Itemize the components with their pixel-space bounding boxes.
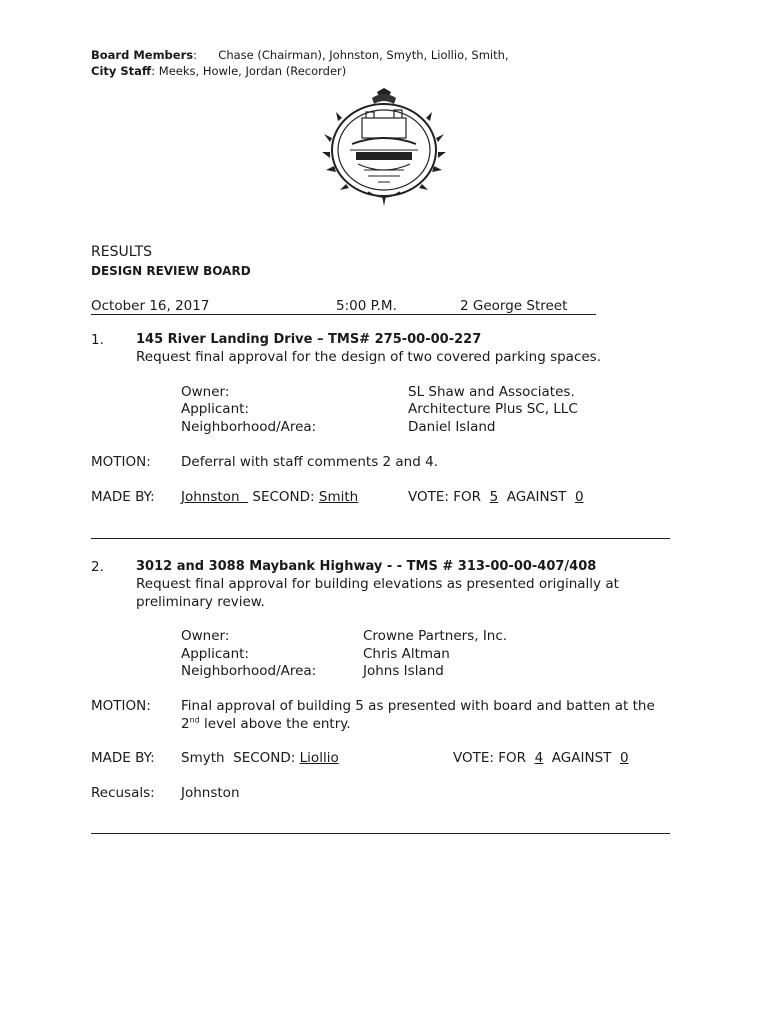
item-1-motion: Deferral with staff comments 2 and 4. [181,454,438,470]
item-1-madeby-label: MADE BY: [91,489,155,505]
item-1-second-label: SECOND: [252,489,315,505]
board-members-label: Board Members [91,48,194,62]
item-2-motion-ordinal: 2 [181,716,190,732]
item-1-applicant: Architecture Plus SC, LLC [408,401,578,417]
item-1-vote-for: 5 [489,489,499,505]
meeting-time: 5:00 P.M. [336,298,397,314]
city-staff-colon: : [151,64,156,78]
item-1-number: 1. [91,332,104,348]
item-2-number: 2. [91,559,104,575]
meeting-date: October 16, 2017 [91,298,210,314]
item-2-made-by-name: Smyth [181,750,225,766]
item-1-second-name: Smith [318,489,359,505]
item-2-request-line1: Request final approval for building elevations as presented originally at [136,576,619,592]
item-2-vote-label: VOTE: FOR [453,750,527,766]
item-2-area: Johns Island [363,663,444,679]
board-title: DESIGN REVIEW BOARD [91,264,251,278]
item-2-recusals: Johnston [181,785,240,801]
meeting-underline [91,314,596,315]
meeting-location: 2 George Street [460,298,568,314]
item-1-against-label: AGAINST [506,489,567,505]
item-1-motion-label: MOTION: [91,454,151,470]
item-2-vote-for: 4 [534,750,544,766]
item-2-separator [91,833,670,834]
item-1-separator [91,538,670,539]
item-2-vote-against: 0 [619,750,629,766]
results-title: RESULTS [91,244,153,260]
board-members-line [91,48,509,63]
item-2-motion-label: MOTION: [91,698,151,714]
item-2-motion-line2-text: level above the entry. [199,716,351,732]
item-1-owner: SL Shaw and Associates. [408,384,575,400]
item-2-motion-line1: Final approval of building 5 as presented with board and batten at the [181,698,655,714]
item-1-heading: 145 River Landing Drive – TMS# 275-00-00-227 [136,332,482,347]
item-1-area: Daniel Island [408,419,496,435]
item-2-request-line2: preliminary review. [136,594,265,610]
item-2-second-name: Liollio [299,750,339,766]
item-2-vote [453,749,629,767]
item-2-owner-label: Owner: [181,628,230,644]
item-2-motion-line2 [181,715,351,733]
item-2-motion-ordinal-suffix: nd [189,715,200,725]
item-2-heading: 3012 and 3088 Maybank Highway - - TMS # 313-00-00-407/408 [136,559,597,574]
item-2-madeby-label: MADE BY: [91,750,155,766]
city-staff-label: City Staff [91,64,152,78]
item-2-owner: Crowne Partners, Inc. [363,628,508,644]
item-2-made-by [181,749,339,767]
item-1-made-by-name: Johnston [181,489,240,505]
item-2-area-label: Neighborhood/Area: [181,663,317,679]
item-1-made-by [181,488,358,506]
item-2-applicant: Chris Altman [363,646,450,662]
item-2-against-label: AGAINST [551,750,612,766]
item-1-request: Request final approval for the design of two covered parking spaces. [136,349,601,365]
item-1-owner-label: Owner: [181,384,230,400]
item-2-second-label: SECOND: [233,750,296,766]
city-staff-line [91,64,346,79]
item-1-vote [408,488,584,506]
item-1-applicant-label: Applicant: [181,401,249,417]
item-1-vote-label: VOTE: FOR [408,489,482,505]
item-2-recusals-label: Recusals: [91,785,155,801]
city-seal-icon [322,88,446,208]
item-1-vote-against: 0 [574,489,584,505]
item-1-area-label: Neighborhood/Area: [181,419,317,435]
board-members-list: Chase (Chairman), Johnston, Smyth, Liollio, Smith, [218,48,509,62]
board-members-colon: : [193,48,197,62]
city-staff-list: Meeks, Howle, Jordan (Recorder) [158,64,347,78]
item-2-applicant-label: Applicant: [181,646,249,662]
